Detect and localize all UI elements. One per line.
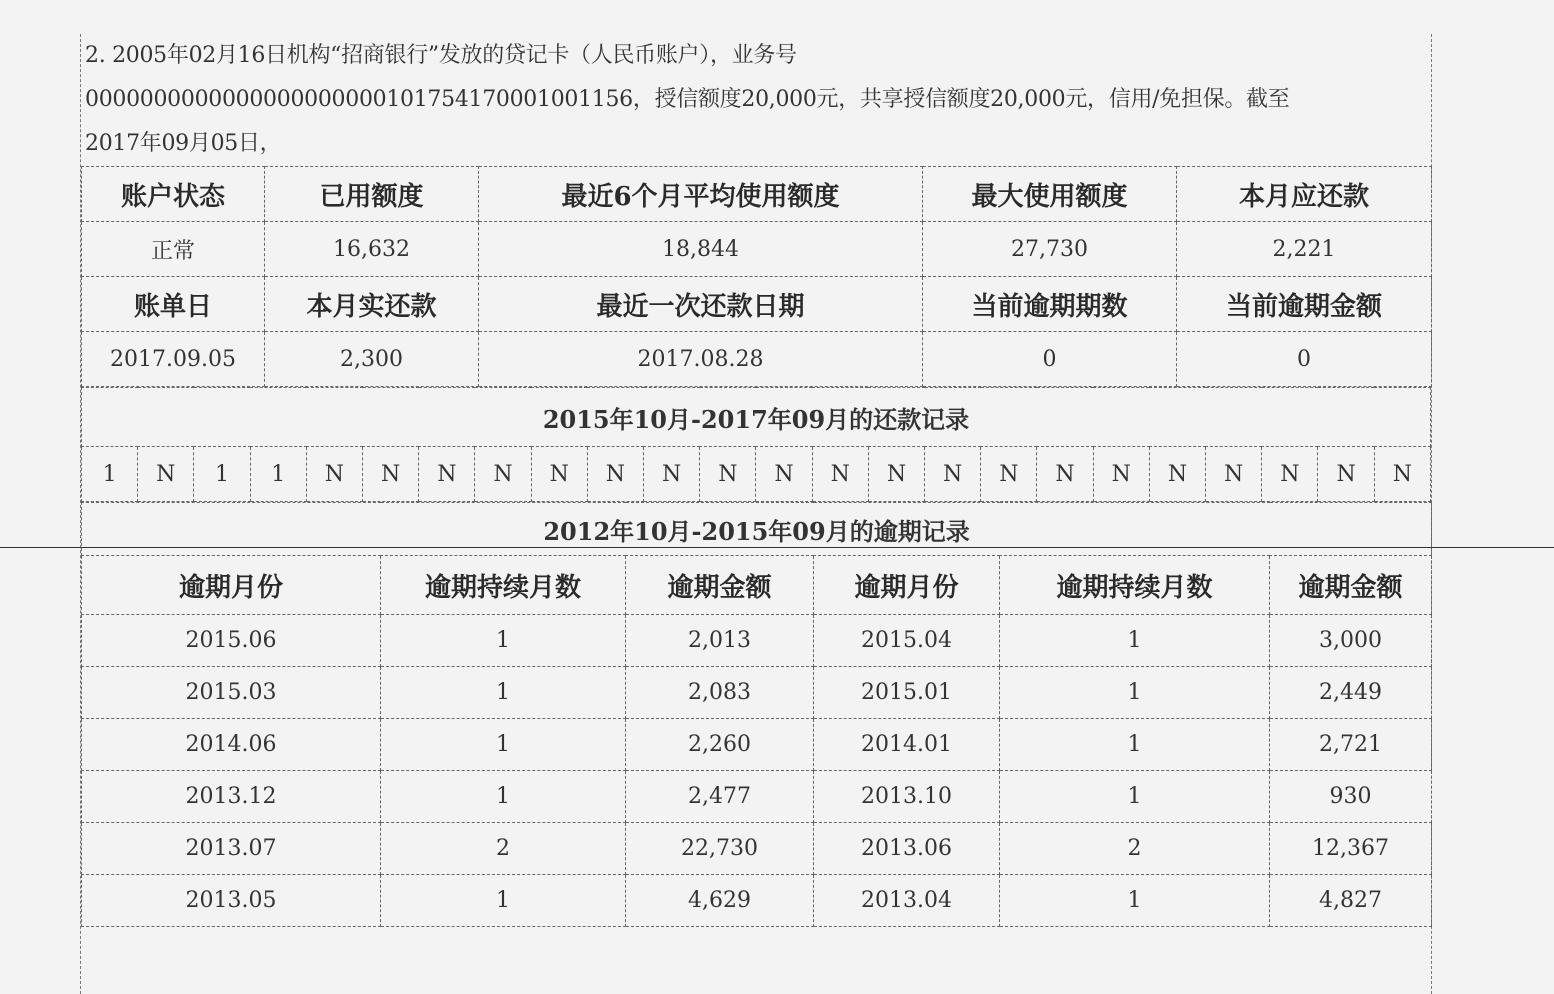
repayment-record-cell: N: [756, 447, 812, 502]
overdue-row: [82, 615, 1432, 667]
header-cell: 逾期金额: [626, 556, 814, 615]
overdue-cell: 2,721: [1270, 719, 1432, 771]
overdue-title: 2012年10月-2015年09月的逾期记录: [82, 503, 1432, 556]
value-cell: 2017.08.28: [479, 332, 923, 387]
summary-value-row: [82, 222, 1432, 277]
overdue-cell: 2015.03: [82, 667, 381, 719]
header-cell: 逾期持续月数: [381, 556, 626, 615]
value-cell: 27,730: [923, 222, 1177, 277]
header-cell: 本月应还款: [1177, 167, 1432, 222]
overdue-cell: 12,367: [1270, 823, 1432, 875]
repayment-record-cell: N: [1262, 447, 1318, 502]
header-cell: 账户状态: [82, 167, 265, 222]
overdue-cell: 4,629: [626, 875, 814, 927]
overdue-header-row: [82, 556, 1432, 615]
repayment-record-cell: N: [1093, 447, 1149, 502]
summary-value-row: [82, 332, 1432, 387]
value-cell: 0: [1177, 332, 1432, 387]
overdue-cell: 1: [381, 771, 626, 823]
overdue-cell: 3,000: [1270, 615, 1432, 667]
header-cell: 逾期金额: [1270, 556, 1432, 615]
overdue-cell: 1: [1000, 667, 1270, 719]
repayment-record-cell: N: [812, 447, 868, 502]
overdue-row: [82, 875, 1432, 927]
summary-header-row: [82, 277, 1432, 332]
overdue-cell: 2013.07: [82, 823, 381, 875]
repayment-title: 2015年10月-2017年09月的还款记录: [82, 388, 1431, 447]
overdue-cell: 2013.10: [814, 771, 1000, 823]
intro-line-2: 0000000000000000000000101754170001001156，授信额度20,000元，共享授信额度20,000元，信用/免担保。截至: [85, 87, 1290, 112]
repayment-record-cell: N: [1374, 447, 1430, 502]
value-cell: 18,844: [479, 222, 923, 277]
header-cell: 本月实还款: [265, 277, 479, 332]
overdue-cell: 2013.12: [82, 771, 381, 823]
repayment-record-table: [81, 387, 1431, 502]
overdue-record-table: [81, 502, 1432, 927]
repayment-record-cell: N: [1206, 447, 1262, 502]
overdue-cell: 930: [1270, 771, 1432, 823]
overdue-row: [82, 719, 1432, 771]
overdue-cell: 1: [381, 875, 626, 927]
overdue-cell: 2015.01: [814, 667, 1000, 719]
repayment-record-cell: N: [475, 447, 531, 502]
overdue-cell: 2015.06: [82, 615, 381, 667]
overdue-row: [82, 823, 1432, 875]
repayment-record-cell: N: [1037, 447, 1093, 502]
repayment-record-cell: 1: [250, 447, 306, 502]
repayment-record-cell: N: [700, 447, 756, 502]
value-cell: 2017.09.05: [82, 332, 265, 387]
repayment-record-cell: N: [644, 447, 700, 502]
overdue-cell: 1: [381, 667, 626, 719]
header-cell: 逾期持续月数: [1000, 556, 1270, 615]
repayment-record-cell: N: [1318, 447, 1374, 502]
repayment-record-cell: N: [419, 447, 475, 502]
repayment-record-cell: N: [363, 447, 419, 502]
intro-line-3: 2017年09月05日，: [85, 131, 282, 156]
overdue-cell: 1: [381, 719, 626, 771]
repayment-record-cell: N: [138, 447, 194, 502]
overdue-cell: 2013.04: [814, 875, 1000, 927]
overdue-cell: 2014.01: [814, 719, 1000, 771]
overdue-cell: 2015.04: [814, 615, 1000, 667]
overdue-cell: 1: [1000, 615, 1270, 667]
overdue-cell: 2013.05: [82, 875, 381, 927]
header-cell: 最近一次还款日期: [479, 277, 923, 332]
header-cell: 当前逾期金额: [1177, 277, 1432, 332]
value-cell: 0: [923, 332, 1177, 387]
repayment-record-cell: N: [868, 447, 924, 502]
repayment-record-cell: 1: [82, 447, 138, 502]
repayment-record-cell: N: [1149, 447, 1205, 502]
overdue-cell: 2,477: [626, 771, 814, 823]
header-cell: 最近6个月平均使用额度: [479, 167, 923, 222]
overdue-row: [82, 771, 1432, 823]
value-cell: 16,632: [265, 222, 479, 277]
overdue-row: [82, 667, 1432, 719]
repayment-record-cell: N: [981, 447, 1037, 502]
intro-line-1: 2. 2005年02月16日机构“招商银行”发放的贷记卡（人民币账户），业务号: [85, 43, 797, 68]
header-cell: 逾期月份: [82, 556, 381, 615]
overdue-cell: 4,827: [1270, 875, 1432, 927]
header-cell: 当前逾期期数: [923, 277, 1177, 332]
account-intro: [81, 34, 1431, 166]
overdue-cell: 2014.06: [82, 719, 381, 771]
account-summary-table: [81, 166, 1432, 387]
header-cell: 账单日: [82, 277, 265, 332]
overdue-cell: 2,083: [626, 667, 814, 719]
overdue-cell: 1: [1000, 719, 1270, 771]
summary-header-row: [82, 167, 1432, 222]
header-cell: 逾期月份: [814, 556, 1000, 615]
header-cell: 最大使用额度: [923, 167, 1177, 222]
repayment-record-cell: N: [306, 447, 362, 502]
header-cell: 已用额度: [265, 167, 479, 222]
repayment-record-row: [82, 447, 1431, 502]
repayment-record-cell: N: [531, 447, 587, 502]
overdue-cell: 2: [381, 823, 626, 875]
overdue-cell: 2013.06: [814, 823, 1000, 875]
repayment-record-cell: N: [925, 447, 981, 502]
credit-report-section: [80, 34, 1432, 994]
overdue-cell: 2,013: [626, 615, 814, 667]
value-cell: 2,300: [265, 332, 479, 387]
value-cell: 2,221: [1177, 222, 1432, 277]
overdue-cell: 2: [1000, 823, 1270, 875]
overdue-cell: 2,260: [626, 719, 814, 771]
scan-artifact-line: [0, 547, 1554, 548]
repayment-record-cell: N: [587, 447, 643, 502]
overdue-cell: 1: [1000, 771, 1270, 823]
overdue-cell: 1: [381, 615, 626, 667]
overdue-cell: 1: [1000, 875, 1270, 927]
overdue-cell: 22,730: [626, 823, 814, 875]
repayment-record-cell: 1: [194, 447, 250, 502]
overdue-cell: 2,449: [1270, 667, 1432, 719]
value-cell: 正常: [82, 222, 265, 277]
